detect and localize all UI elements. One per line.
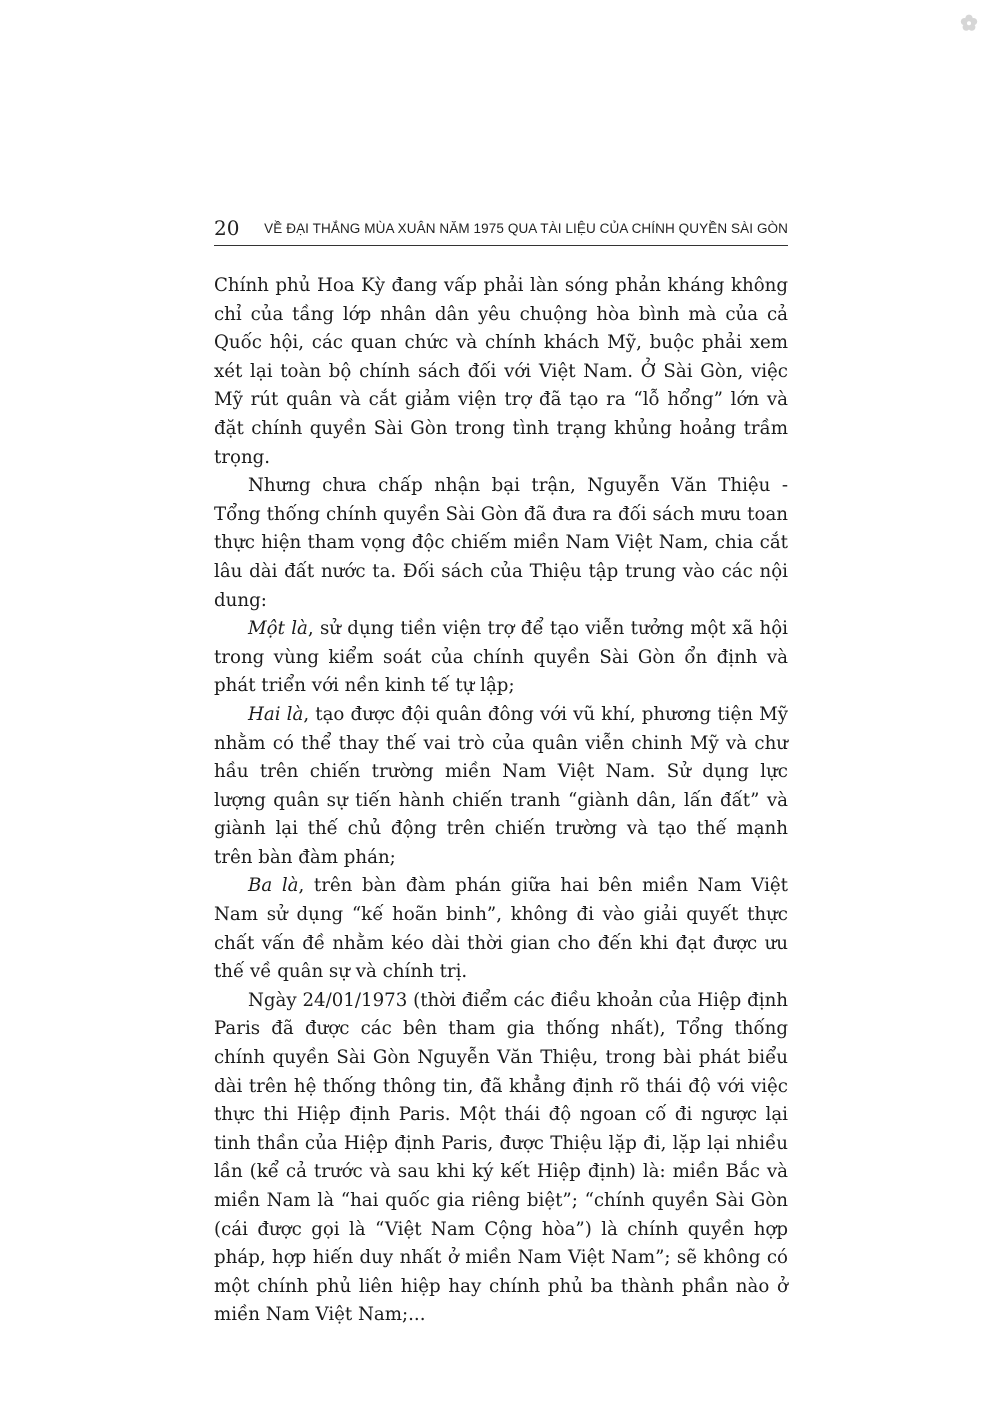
paragraph-text: , trên bàn đàm phán giữa hai bên miền Nam Việt Nam sử dụng “kế hoãn binh”, không đi vào giải quyết thực chất vấn đề nhằm kéo dài thời gian cho đến khi đạt được ưu thế về quân sự và chính trị.	[214, 875, 788, 983]
page-header	[214, 214, 788, 244]
paragraph	[214, 872, 788, 986]
paragraph-lead: Ba là	[248, 875, 299, 897]
paragraph: Ngày 24/01/1973 (thời điểm các điều khoản của Hiệp định Paris đã được các bên tham gia thống nhất), Tổng thống chính quyền Sài Gòn Nguyễn Văn Thiệu, trong bài phát biểu dài trên hệ thống thông tin, đã khẳng định rõ thái độ với việc thực thi Hiệp định Paris. Một thái độ ngoan cố đi ngược lại tinh thần của Hiệp định Paris, được Thiệu lặp đi, lặp lại nhiều lần (kể cả trước và sau khi ký kết Hiệp định) là: miền Bắc và miền Nam là “hai quốc gia riêng biệt”; “chính quyền Sài Gòn (cái được gọi là “Việt Nam Cộng hòa”) là chính quyền hợp pháp, hợp hiến duy nhất ở miền Nam Việt Nam”; sẽ không có một chính phủ liên hiệp hay chính phủ ba thành phần nào ở miền Nam Việt Nam;...	[214, 989, 788, 1326]
paragraph: Chính phủ Hoa Kỳ đang vấp phải làn sóng phản kháng không chỉ của tầng lớp nhân dân yêu chuộng hòa bình mà của cả Quốc hội, các quan chức và chính khách Mỹ, buộc phải xem xét lại toàn bộ chính sách đối với Việt Nam. Ở Sài Gòn, việc Mỹ rút quân và cắt giảm viện trợ đã tạo ra “lỗ hổng” lớn và đặt chính quyền Sài Gòn trong tình trạng khủng hoảng trầm trọng.	[214, 275, 788, 468]
flower-watermark-icon	[960, 14, 978, 32]
paragraph: Nhưng chưa chấp nhận bại trận, Nguyễn Văn Thiệu - Tổng thống chính quyền Sài Gòn đã đưa ra đối sách mưu toan thực hiện tham vọng độc chiếm miền Nam Việt Nam, chia cắt lâu dài đất nước ta. Đối sách của Thiệu tập trung vào các nội dung:	[214, 475, 788, 611]
paragraph-lead: Một là	[248, 618, 308, 640]
paragraph-text: , tạo được đội quân đông với vũ khí, phương tiện Mỹ nhằm có thể thay thế vai trò của quân viễn chinh Mỹ và chư hầu trên chiến trường miền Nam Việt Nam. Sử dụng lực lượng quân sự tiến hành chiến tranh “giành dân, lấn đất” và giành lại thế chủ động trên chiến trường và tạo thế mạnh trên bàn đàm phán;	[214, 703, 788, 868]
body-text	[214, 272, 788, 1330]
paragraph-lead: Hai là	[248, 703, 304, 725]
paragraph	[214, 701, 788, 873]
paragraph	[214, 615, 788, 701]
running-title: VỀ ĐẠI THẮNG MÙA XUÂN NĂM 1975 QUA TÀI LIỆU CỦA CHÍNH QUYỀN SÀI GÒN	[264, 221, 788, 236]
header-divider	[214, 245, 788, 246]
paragraph-text: , sử dụng tiền viện trợ để tạo viễn tưởng một xã hội trong vùng kiểm soát của chính quyền Sài Gòn ổn định và phát triển với nền kinh tế tự lập;	[214, 618, 788, 697]
page-number: 20	[214, 216, 240, 240]
